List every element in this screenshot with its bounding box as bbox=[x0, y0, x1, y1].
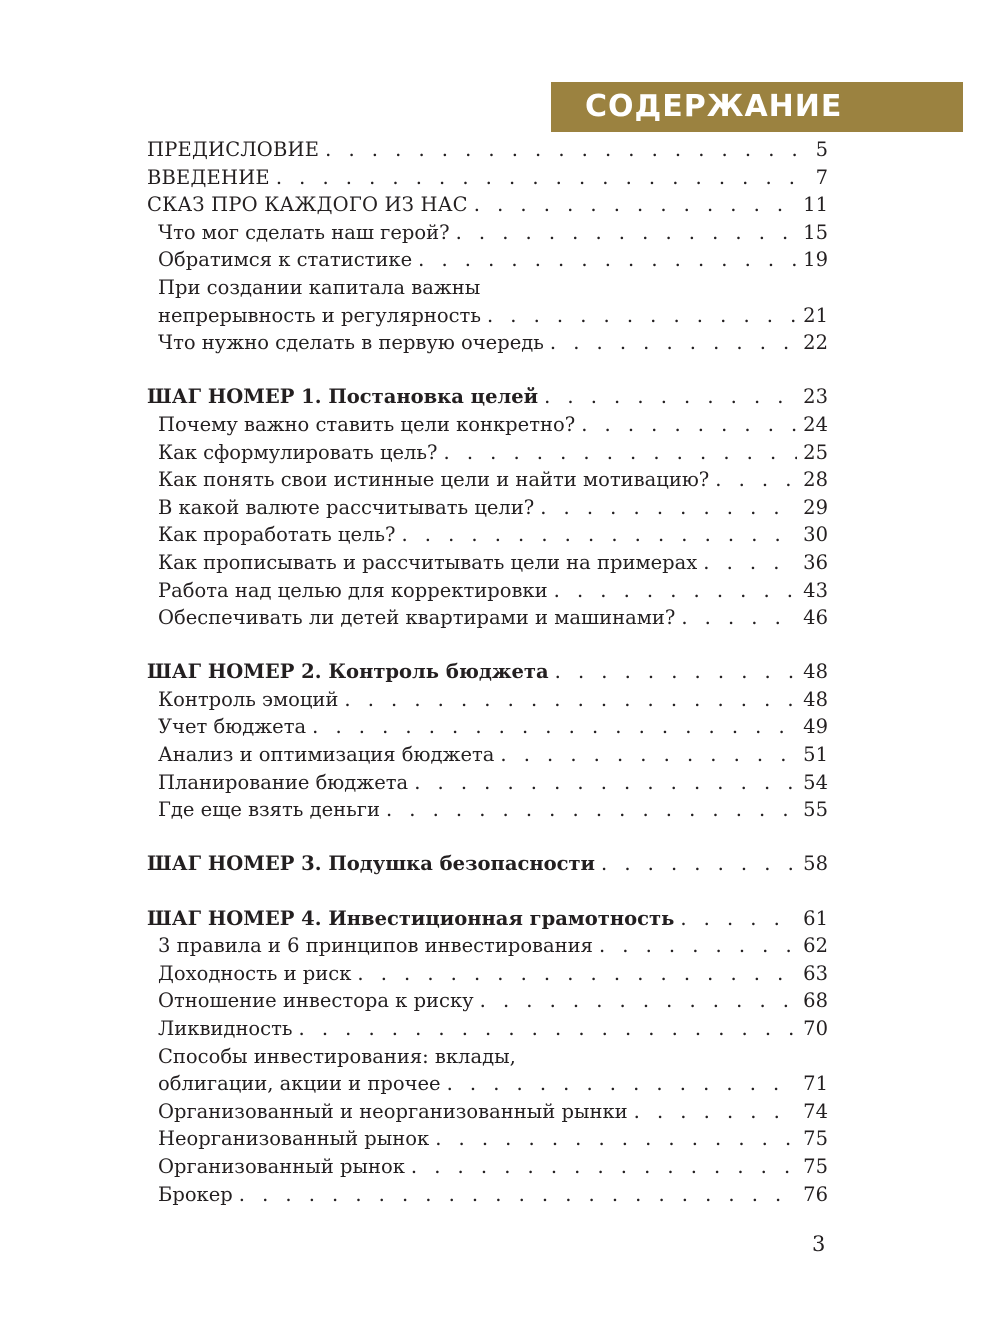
toc-entry-title: ШАГ НОМЕР 4. Инвестиционная грамотность bbox=[147, 906, 675, 930]
toc-entry-page: 11 bbox=[803, 193, 828, 217]
toc-leader-dots bbox=[411, 1153, 797, 1181]
toc-entry-title: ШАГ НОМЕР 1. Постановка целей bbox=[147, 385, 539, 409]
toc-entry[interactable] bbox=[147, 302, 828, 330]
toc-entry-page: 5 bbox=[815, 138, 828, 161]
toc-entry[interactable] bbox=[147, 987, 828, 1015]
toc-entry[interactable] bbox=[147, 960, 828, 988]
toc-leader-dots bbox=[703, 549, 797, 577]
page-number: 3 bbox=[812, 1232, 826, 1256]
toc-entry-step-2[interactable] bbox=[147, 658, 828, 686]
toc-leader-dots bbox=[312, 713, 797, 741]
toc-entry-page: 75 bbox=[803, 1154, 828, 1178]
toc-entry-title: В какой валюте рассчитывать цели? bbox=[158, 495, 535, 519]
toc-entry[interactable] bbox=[147, 796, 828, 824]
toc-entry-page: 75 bbox=[803, 1127, 828, 1151]
toc-leader-dots bbox=[418, 246, 797, 274]
toc-leader-dots bbox=[681, 604, 797, 632]
toc-entry-title: Что мог сделать наш герой? bbox=[158, 220, 450, 244]
toc-leader-dots bbox=[634, 1098, 798, 1126]
toc-entry-page: 70 bbox=[803, 1017, 828, 1040]
toc-leader-dots bbox=[550, 329, 797, 357]
toc-entry-page: 49 bbox=[803, 715, 828, 739]
toc-entry-page: 23 bbox=[803, 385, 828, 409]
toc-leader-dots bbox=[601, 850, 797, 878]
toc-leader-dots bbox=[680, 905, 797, 933]
toc-entry[interactable] bbox=[147, 1125, 828, 1153]
toc-leader-dots bbox=[276, 164, 810, 192]
toc-entry-page: 48 bbox=[803, 660, 828, 684]
toc-entry-page: 68 bbox=[803, 989, 828, 1013]
toc-leader-dots bbox=[386, 796, 797, 824]
toc-entry-page: 63 bbox=[803, 961, 828, 985]
table-of-contents bbox=[147, 136, 828, 1208]
toc-entry[interactable] bbox=[147, 219, 828, 247]
toc-entry-page: 71 bbox=[803, 1072, 828, 1096]
toc-entry-page: 51 bbox=[803, 743, 828, 767]
toc-entry[interactable] bbox=[147, 1153, 828, 1181]
toc-entry-title: Ликвидность bbox=[158, 1017, 293, 1040]
toc-entry[interactable] bbox=[147, 1098, 828, 1126]
toc-entry-title: Контроль эмоций bbox=[158, 687, 339, 711]
toc-entry[interactable] bbox=[147, 329, 828, 357]
toc-entry[interactable] bbox=[147, 932, 828, 960]
toc-entry-page: 43 bbox=[803, 578, 828, 602]
toc-entry[interactable] bbox=[147, 411, 828, 439]
toc-entry-page: 30 bbox=[803, 523, 828, 547]
toc-entry-title: Что нужно сделать в первую очередь bbox=[158, 331, 544, 355]
section-gap bbox=[147, 824, 828, 851]
toc-entry-title: ВВЕДЕНИЕ bbox=[147, 165, 270, 189]
toc-entry-page: 76 bbox=[803, 1182, 828, 1206]
toc-entry-title-line1[interactable]: При создании капитала важны bbox=[158, 275, 481, 299]
toc-leader-dots bbox=[447, 1070, 798, 1098]
toc-entry-page: 19 bbox=[803, 248, 828, 272]
toc-leader-dots bbox=[357, 960, 797, 988]
toc-entry-step-3[interactable] bbox=[147, 850, 828, 878]
toc-leader-dots bbox=[581, 411, 797, 439]
toc-entry[interactable] bbox=[147, 1015, 828, 1043]
toc-entry-title: СКАЗ ПРО КАЖДОГО ИЗ НАС bbox=[147, 193, 468, 217]
toc-entry[interactable] bbox=[147, 577, 828, 605]
toc-entry[interactable] bbox=[147, 713, 828, 741]
toc-entry-page: 74 bbox=[803, 1099, 828, 1123]
toc-entry-page: 62 bbox=[803, 934, 828, 958]
toc-entry-page: 61 bbox=[803, 906, 828, 930]
toc-entry-step-4[interactable] bbox=[147, 905, 828, 933]
toc-entry-page: 7 bbox=[815, 165, 828, 189]
toc-leader-dots bbox=[715, 466, 797, 494]
toc-entry[interactable] bbox=[147, 549, 828, 577]
toc-entry-title: Организованный и неорганизованный рынки bbox=[158, 1099, 628, 1123]
toc-leader-dots bbox=[435, 1125, 797, 1153]
toc-entry[interactable] bbox=[147, 769, 828, 797]
toc-entry-title: непрерывность и регулярность bbox=[158, 303, 481, 327]
toc-entry-page: 25 bbox=[803, 440, 828, 464]
toc-entry-title: Где еще взять деньги bbox=[158, 798, 380, 822]
toc-entry[interactable] bbox=[147, 604, 828, 632]
toc-entry[interactable] bbox=[147, 439, 828, 467]
toc-entry[interactable] bbox=[147, 466, 828, 494]
toc-entry-page: 58 bbox=[803, 852, 828, 876]
toc-leader-dots bbox=[325, 136, 809, 164]
toc-entry-step-1[interactable] bbox=[147, 383, 828, 411]
toc-entry-introduction[interactable] bbox=[147, 164, 828, 192]
toc-entry-preface[interactable] bbox=[147, 136, 828, 164]
toc-leader-dots bbox=[544, 383, 797, 411]
toc-entry[interactable] bbox=[147, 1070, 828, 1098]
toc-entry-title: ШАГ НОМЕР 2. Контроль бюджета bbox=[147, 660, 549, 684]
toc-entry-title: Почему важно ставить цели конкретно? bbox=[158, 412, 576, 436]
contents-title-banner: СОДЕРЖАНИЕ bbox=[551, 82, 963, 132]
section-gap bbox=[147, 632, 828, 659]
toc-entry[interactable] bbox=[147, 686, 828, 714]
toc-entry-title: Анализ и оптимизация бюджета bbox=[158, 743, 495, 767]
toc-leader-dots bbox=[401, 521, 797, 549]
section-gap bbox=[147, 357, 828, 384]
toc-entry[interactable] bbox=[147, 741, 828, 769]
toc-entry-page: 55 bbox=[803, 798, 828, 822]
toc-entry-title: Работа над целью для корректировки bbox=[158, 578, 548, 602]
toc-entry-page: 22 bbox=[803, 331, 828, 355]
toc-entry-page: 21 bbox=[803, 303, 828, 327]
toc-entry-page: 54 bbox=[803, 770, 828, 794]
toc-entry-title: ШАГ НОМЕР 3. Подушка безопасности bbox=[147, 852, 596, 876]
toc-entry[interactable] bbox=[147, 521, 828, 549]
toc-entry-title: ПРЕДИСЛОВИЕ bbox=[147, 138, 320, 161]
toc-entry-page: 15 bbox=[803, 220, 828, 244]
toc-leader-dots bbox=[487, 302, 797, 330]
toc-entry-title: Как понять свои истинные цели и найти мотивацию? bbox=[158, 468, 710, 492]
toc-leader-dots bbox=[414, 769, 797, 797]
toc-entry-title: Учет бюджета bbox=[158, 715, 307, 739]
toc-leader-dots bbox=[480, 987, 798, 1015]
toc-entry-page: 29 bbox=[803, 495, 828, 519]
toc-leader-dots bbox=[444, 439, 798, 467]
toc-entry-page: 36 bbox=[803, 550, 828, 574]
toc-entry[interactable] bbox=[147, 494, 828, 522]
toc-leader-dots bbox=[554, 577, 798, 605]
section-gap bbox=[147, 878, 828, 905]
toc-leader-dots bbox=[456, 219, 798, 247]
toc-entry-title: Брокер bbox=[158, 1182, 233, 1206]
toc-entry-title: Обеспечивать ли детей квартирами и машинами? bbox=[158, 606, 676, 630]
toc-entry-title: Обратимся к статистике bbox=[158, 248, 413, 272]
toc-entry-title: облигации, акции и прочее bbox=[158, 1072, 441, 1096]
toc-entry-page: 48 bbox=[803, 687, 828, 711]
toc-entry-title: Планирование бюджета bbox=[158, 770, 409, 794]
toc-entry-tale[interactable] bbox=[147, 191, 828, 219]
toc-entry-title: Отношение инвестора к риску bbox=[158, 989, 474, 1013]
toc-leader-dots bbox=[500, 741, 797, 769]
toc-leader-dots bbox=[599, 932, 797, 960]
toc-entry-title: Доходность и риск bbox=[158, 961, 352, 985]
toc-leader-dots bbox=[239, 1181, 797, 1209]
toc-entry-title-line1[interactable]: Способы инвестирования: вклады, bbox=[158, 1044, 516, 1068]
toc-entry-title: 3 правила и 6 принципов инвестирования bbox=[158, 934, 593, 958]
toc-entry[interactable] bbox=[147, 246, 828, 274]
toc-leader-dots bbox=[344, 686, 797, 714]
toc-leader-dots bbox=[299, 1015, 798, 1043]
toc-entry-title: Как проработать цель? bbox=[158, 523, 396, 547]
toc-entry-page: 24 bbox=[803, 412, 828, 436]
toc-entry-title: Организованный рынок bbox=[158, 1154, 405, 1178]
toc-entry[interactable] bbox=[147, 1181, 828, 1209]
toc-entry-page: 46 bbox=[803, 606, 828, 630]
toc-leader-dots bbox=[474, 191, 797, 219]
toc-entry-page: 28 bbox=[803, 468, 828, 492]
toc-entry-title: Как прописывать и рассчитывать цели на примерах bbox=[158, 550, 698, 574]
toc-leader-dots bbox=[540, 494, 797, 522]
toc-leader-dots bbox=[555, 658, 798, 686]
toc-entry-title: Неорганизованный рынок bbox=[158, 1127, 430, 1151]
toc-entry-title: Как сформулировать цель? bbox=[158, 440, 438, 464]
